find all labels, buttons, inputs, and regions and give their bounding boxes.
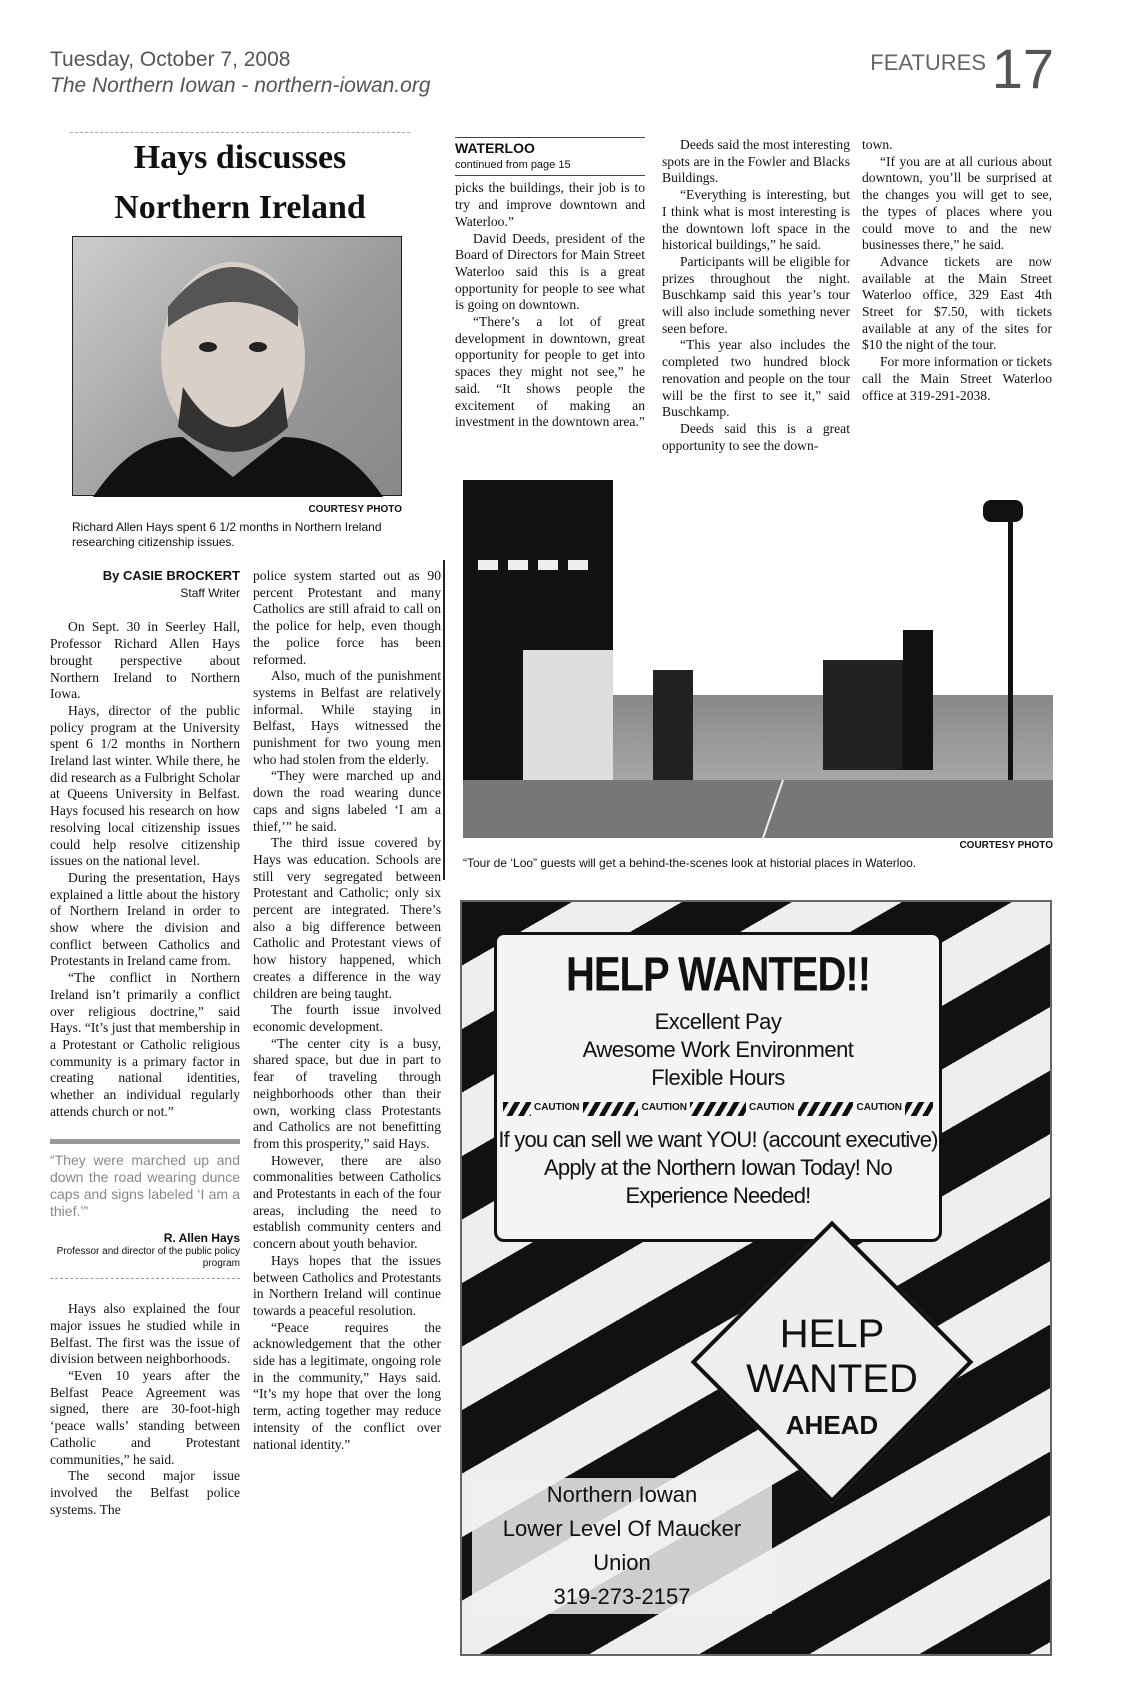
caution-label: CAUTION — [638, 1102, 690, 1116]
issue-date: Tuesday, October 7, 2008 — [50, 48, 291, 71]
caution-label: CAUTION — [746, 1102, 798, 1116]
caution-tape — [503, 1102, 933, 1116]
paragraph: Participants will be eligible for prizes throughout the night. Buschkamp said this year’s tour will also include something never seen before. — [662, 253, 850, 336]
paragraph: Hays, director of the public policy program at the University spent 6 1/2 months in Northern Ireland last winter. While there, he did research as a Fulbright Scholar at Queens University in Belfast. Hays focused his research on how resolving local citizenship issues could help resolve citizenship issues on the national level. — [50, 702, 240, 869]
paragraph: “This year also includes the completed two hundred block renovation and people on the tour will be the first to see it,” said Buschkamp. — [662, 337, 850, 420]
ad-line: Flexible Hours — [651, 1065, 785, 1090]
paragraph: The second major issue involved the Belfast police systems. The — [50, 1468, 240, 1517]
ad-line: Awesome Work Environment — [582, 1037, 854, 1062]
contact-phone: 319-273-2157 — [553, 1584, 691, 1609]
waterloo-column-2 — [662, 137, 850, 454]
ad-line: Excellent Pay — [654, 1009, 782, 1034]
sign-line: WANTED — [746, 1357, 918, 1401]
paper-name: The Northern Iowan - northern-iowan.org — [50, 74, 431, 97]
paragraph: town. — [862, 137, 893, 152]
pull-quote-text: “They were marched up and down the road wearing dunce caps and signs labeled ‘I am a thief.’” — [50, 1151, 240, 1219]
pull-quote-name: R. Allen Hays — [163, 1230, 240, 1245]
paragraph: “The center city is a busy, shared space, but due in part to fear of traveling through neighborhoods other than their own, working class Protestants and Catholics are not benefitting from this prosperity,” said Hays. — [253, 1035, 441, 1151]
byline-role: Staff Writer — [180, 585, 240, 600]
pull-quote — [50, 1139, 240, 1280]
article-headline: Hays discusses Northern Ireland — [70, 132, 410, 233]
paragraph: However, there are also commonalities between Catholics and Protestants in each of the four areas, including the need to establish community centers and concern about youth behavior. — [253, 1152, 441, 1252]
paragraph: “Peace requires the acknowledgement that the other side has a legitimate, ongoing role in the community,” Hays said. “It’s my hope that over the long term, acting together may reduce intensity of the conflict over national identity.” — [253, 1319, 441, 1452]
column-rule — [443, 560, 445, 880]
street-photo — [463, 480, 1053, 838]
paragraph: Deeds said the most interesting spots are in the Fowler and Blacks Buildings. — [662, 137, 850, 186]
photo-credit: COURTESY PHOTO — [959, 840, 1053, 851]
paragraph: “If you are at all curious about downtown, you’ll be surprised at the changes you will get to see, the types of places where you could move to and the new businesses there,” he said. — [862, 153, 1052, 253]
paragraph: “Even 10 years after the Belfast Peace Agreement was signed, there are 30-foot-high ‘peace walls’ standing between Catholic and Protestant communities,” he said. — [50, 1368, 240, 1467]
article-column-2 — [253, 568, 441, 1453]
paragraph: The fourth issue involved economic development. — [253, 1002, 441, 1034]
paragraph: David Deeds, president of the Board of Directors for Main Street Waterloo said this is a great opportunity for people to see what is going on downtown. — [455, 230, 645, 313]
photo-credit: COURTESY PHOTO — [308, 504, 402, 515]
jump-title: WATERLOO — [455, 140, 535, 156]
sign-line: HELP — [779, 1312, 885, 1356]
contact-location: Lower Level Of Maucker Union — [502, 1516, 742, 1575]
caution-label: CAUTION — [853, 1102, 905, 1116]
sign-line: AHEAD — [785, 1410, 879, 1440]
paragraph: Advance tickets are now available at the Main Street Waterloo office, 329 East 4th Street for $7.50, with tickets available at any of the sites for $10 the night of the tour. — [862, 253, 1052, 353]
paragraph: Also, much of the punishment systems in Belfast are relatively informal. While staying in Belfast, Hays witnessed the punishment for two young men who had stolen from the elderly. — [253, 668, 441, 767]
paragraph: Hays also explained the four major issues he studied while in Belfast. The first was the issue of division between neighborhoods. — [50, 1301, 240, 1367]
section-name: FEATURES — [870, 50, 986, 75]
paragraph: During the presentation, Hays explained a little about the history of Northern Ireland in order to show where the division and conflict between Catholics and Protestants in Ireland came from. — [50, 869, 240, 969]
ad-sign-box — [494, 932, 942, 1242]
paragraph: “There’s a lot of great development in downtown, great opportunity for people to get into spaces they might not see,” he said. “It shows people the excitement of making an investment in the downtown area.” — [455, 314, 645, 430]
paragraph: police system started out as 90 percent Protestant and many Catholics are still afraid to call on the police for help, even though the police force has been reformed. — [253, 568, 441, 667]
paragraph: On Sept. 30 in Seerley Hall, Professor Richard Allen Hays brought perspective about Northern Ireland to Northern Iowa. — [50, 619, 240, 702]
paragraph: picks the buildings, their job is to try and improve downtown and Waterloo.” — [455, 180, 645, 229]
photo-caption: “Tour de ‘Loo” guests will get a behind-the-scenes look at historial places in Waterloo. — [463, 856, 917, 870]
waterloo-column-3 — [862, 137, 1052, 404]
help-wanted-ad — [460, 900, 1052, 1656]
ad-contact — [472, 1478, 772, 1614]
contact-name: Northern Iowan — [546, 1482, 698, 1507]
pull-quote-title: Professor and director of the public policy program — [56, 1246, 240, 1270]
paragraph: The third issue covered by Hays was education. Schools are still very segregated between Protestant and Catholic; only six percent are integrated. There’s also a big difference between Catholic and Protestant views of how history happened, which creates a difference in the way children are being taught. — [253, 835, 441, 1001]
road-sign-text — [722, 1272, 942, 1441]
jump-header — [455, 137, 645, 176]
byline: By CASIE BROCKERT — [102, 568, 240, 583]
paragraph: “The conflict in Northern Ireland isn’t primarily a conflict over religious doctrine,” said Hays. “It’s just that membership in a Protestant or Catholic religious community is a primary factor in creating national identities, whether an individual regularly attends church or not.” — [50, 970, 240, 1119]
ad-body: If you can sell we want YOU! (account executive) Apply at the Northern Iowan Today! No Experience Needed! — [498, 1127, 938, 1208]
ad-title: HELP WANTED!! — [565, 948, 871, 1002]
caution-label: CAUTION — [531, 1102, 583, 1116]
paragraph: For more information or tickets call the Main Street Waterloo office at 319-291-2038. — [862, 354, 1052, 403]
paragraph: Deeds said this is a great opportunity to see the down- — [662, 420, 850, 453]
article-column-1 — [50, 568, 240, 1518]
page-number: 17 — [991, 37, 1054, 100]
paragraph: “They were marched up and down the road wearing dunce caps and signs labeled ‘I am a thief,’” he said. — [253, 768, 441, 834]
photo-caption: Richard Allen Hays spent 6 1/2 months in Northern Ireland researching citizenship issues. — [72, 520, 382, 549]
portrait-photo — [72, 236, 402, 496]
paragraph: “Everything is interesting, but I think what is most interesting is the downtown loft space in the historical buildings,” he said. — [662, 187, 850, 253]
waterloo-column-1 — [455, 137, 645, 431]
paragraph: Hays hopes that the issues between Catholics and Protestants in Northern Ireland will continue towards a peaceful resolution. — [253, 1252, 441, 1318]
jump-subtitle: continued from page 15 — [455, 158, 571, 171]
